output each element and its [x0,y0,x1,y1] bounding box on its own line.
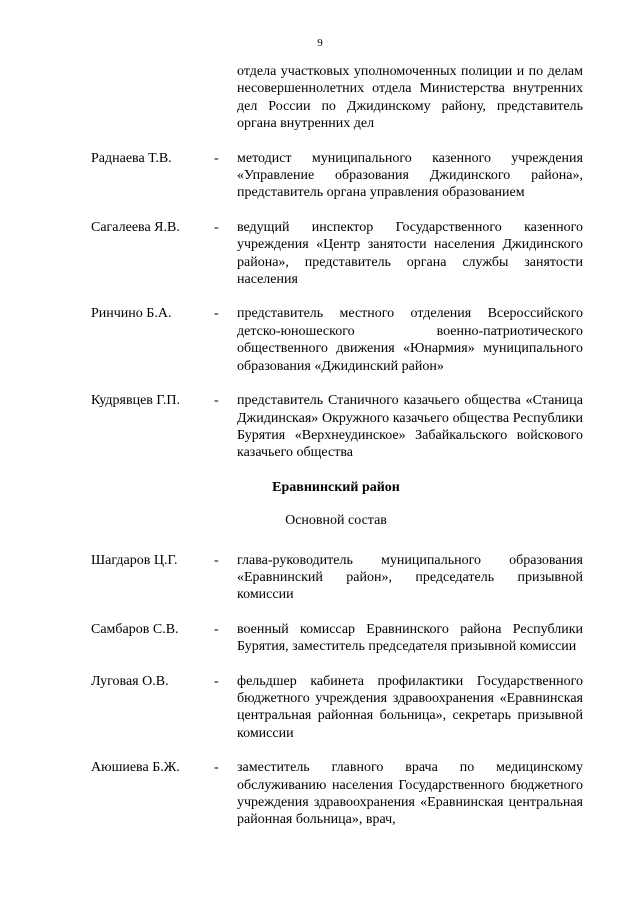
list-item [0,150,640,202]
dash-separator: - [214,621,219,637]
list-item [0,621,640,656]
list-item [0,392,640,462]
member-name: Аюшиева Б.Ж. [91,760,180,776]
section-heading: Еравнинский район [272,479,400,495]
list-item [0,759,640,829]
document-body [0,63,640,846]
dash-separator: - [214,393,219,409]
member-position: представитель Станичного казачьего общества «Станица Джидинская» Окружного казачьего общества Республики Бурятия «Верхнеудинское» Забайкальского войскового казачьего общества [237,393,583,461]
member-name: Кудрявцев Г.П. [91,393,181,409]
member-position: глава-руководитель муниципального образования «Еравнинский район», председатель призывной комиссии [237,552,583,603]
member-position: ведущий инспектор Государственного казенного учреждения «Центр занятости населения Джидинского района», представитель органа службы занятости населения [237,219,583,288]
list-item [0,219,640,289]
member-position: заместитель главного врача по медицинскому обслуживанию населения Государственного бюджетного учреждения здравоохранения «Еравнинская центральная районная больница», врач, [237,760,583,828]
member-name: Луговая О.В. [91,673,169,689]
page-number: 9 [317,37,323,49]
member-name: Раднаева Т.В. [91,150,172,166]
member-position: фельдшер кабинета профилактики Государственного бюджетного учреждения здравоохранения «Еравнинская центральная районная больница», секретарь призывной комиссии [237,673,583,741]
member-name: Шагдаров Ц.Г. [91,552,178,568]
list-item [0,673,640,743]
dash-separator: - [214,552,219,568]
list-item [0,552,640,604]
member-name: Самбаров С.В. [91,621,179,637]
member-position: методист муниципального казенного учреждения «Управление образования Джидинского района», представитель органа управления образованием [237,150,583,201]
member-position: представитель местного отделения Всероссийского детско-юношеского военно-патриотического общественного движения «Юнармия» муниципального образования «Джидинский район» [237,306,583,374]
section-subheading: Основной состав [285,513,387,529]
dash-separator: - [214,760,219,776]
continuation-text: отдела участковых уполномоченных полиции и по делам несовершеннолетних отдела Министерства внутренних дел России по Джидинскому району, представитель органа внутренних дел [237,64,583,132]
member-name: Сагалеева Я.В. [91,219,180,235]
list-item [0,305,640,375]
dash-separator: - [214,306,219,322]
dash-separator: - [214,150,219,166]
member-position: военный комиссар Еравнинского района Республики Бурятия, заместитель председателя призывной комиссии [237,621,583,655]
dash-separator: - [214,673,219,689]
dash-separator: - [214,219,219,235]
member-name: Ринчино Б.А. [91,306,172,322]
